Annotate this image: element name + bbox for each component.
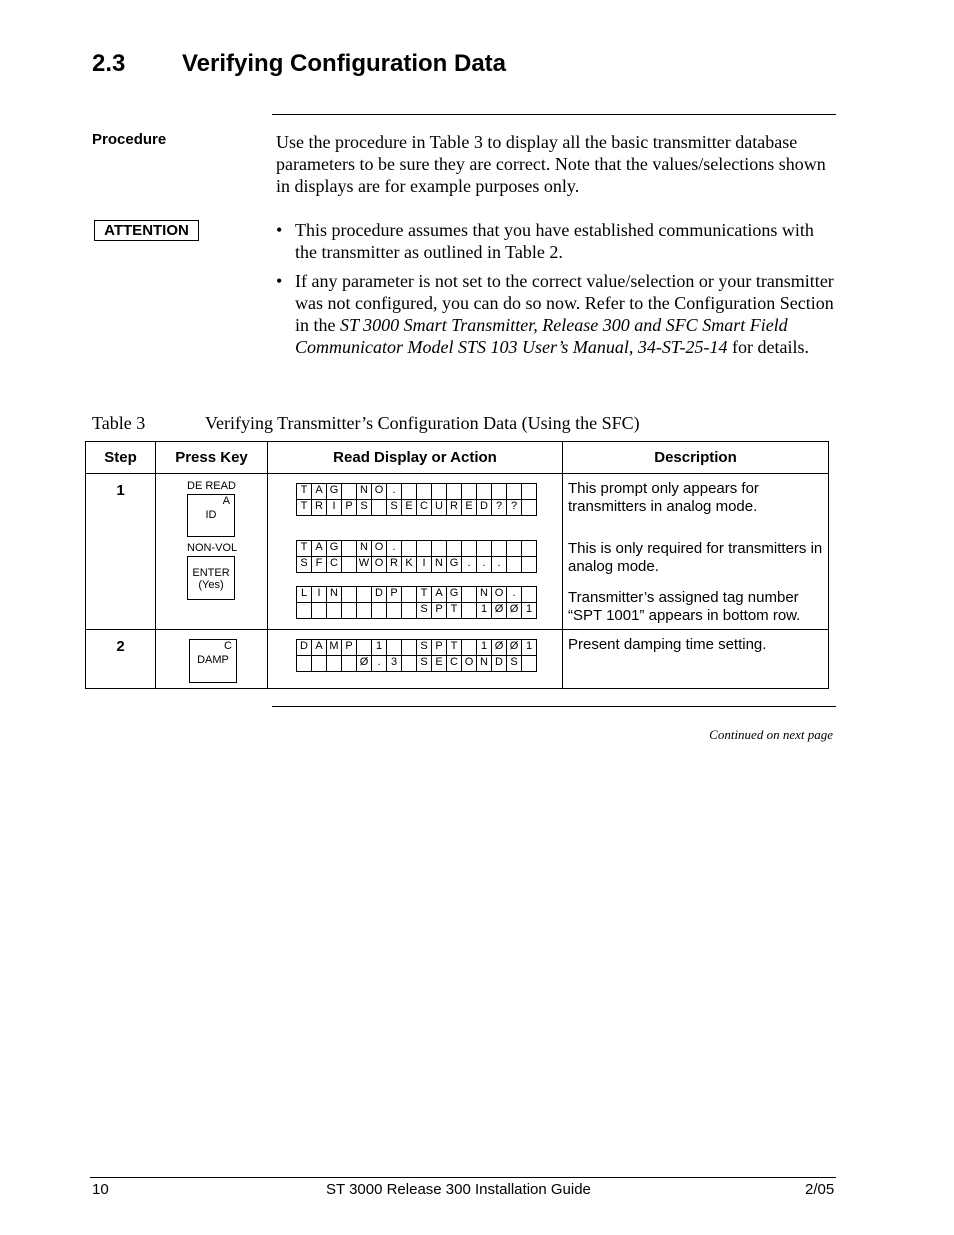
lcd-char: .	[492, 557, 507, 573]
description-text: Present damping time setting.	[568, 636, 767, 653]
lcd-char: T	[297, 484, 312, 500]
procedure-label: Procedure	[92, 131, 167, 148]
lcd-display	[296, 586, 537, 619]
lcd-row	[297, 587, 537, 603]
table-title: Verifying Transmitter’s Configuration Data (Using the SFC)	[205, 413, 640, 433]
lcd-char: Ø	[357, 656, 372, 672]
bullet-icon: •	[276, 220, 283, 240]
lcd-char	[402, 640, 417, 656]
key-label: ID	[205, 509, 217, 521]
lcd-char: 1	[522, 603, 537, 619]
lcd-char	[522, 656, 537, 672]
lcd-char: ?	[492, 500, 507, 516]
step-cell	[86, 630, 156, 689]
lcd-char: C	[447, 656, 462, 672]
damp-key	[189, 639, 237, 683]
lcd-char: N	[327, 587, 342, 603]
key-letter: C	[224, 640, 232, 652]
lcd-char: A	[312, 640, 327, 656]
attention-bullet-1: • This procedure assumes that you have established communications with the transmitter as outlined in Table 2.	[276, 220, 814, 262]
lcd-char	[522, 541, 537, 557]
lcd-char: 3	[387, 656, 402, 672]
description-cell	[563, 630, 829, 689]
lcd-char: O	[372, 557, 387, 573]
header-read-display: Read Display or Action	[268, 442, 563, 474]
lcd-char	[387, 640, 402, 656]
read-display-cell	[268, 474, 563, 630]
lcd-char: D	[297, 640, 312, 656]
lcd-char	[402, 603, 417, 619]
lcd-char: I	[327, 500, 342, 516]
key-label: ENTER	[192, 567, 230, 579]
footer-date: 2/05	[805, 1181, 835, 1198]
attention-label: ATTENTION	[94, 220, 199, 241]
lcd-char: S	[507, 656, 522, 672]
lcd-char	[342, 541, 357, 557]
lcd-char: S	[387, 500, 402, 516]
lcd-char	[402, 484, 417, 500]
lcd-char	[417, 541, 432, 557]
lcd-char	[417, 484, 432, 500]
lcd-char	[432, 541, 447, 557]
lcd-char: S	[417, 656, 432, 672]
lcd-char: R	[387, 557, 402, 573]
lcd-char: G	[327, 484, 342, 500]
lcd-char: N	[477, 656, 492, 672]
section-number: 2.3	[92, 50, 126, 77]
bullet-icon: •	[276, 271, 283, 291]
lcd-char: P	[342, 500, 357, 516]
continued-note: Continued on next page	[709, 727, 833, 742]
key-caption: DE READ	[187, 480, 236, 492]
lcd-char: P	[387, 587, 402, 603]
lcd-char	[327, 603, 342, 619]
lcd-char	[312, 603, 327, 619]
read-display-cell	[268, 630, 563, 689]
lcd-char	[297, 603, 312, 619]
lcd-char: T	[447, 603, 462, 619]
attention-bullets	[276, 219, 836, 365]
lcd-row	[297, 557, 537, 573]
lcd-char	[372, 603, 387, 619]
lcd-char	[447, 484, 462, 500]
lcd-char: T	[447, 640, 462, 656]
enter-key	[187, 556, 235, 600]
lcd-char: P	[432, 603, 447, 619]
description-text: This prompt only appears for transmitters in analog mode.	[568, 480, 759, 515]
lcd-char: S	[357, 500, 372, 516]
section-title: Verifying Configuration Data	[182, 50, 507, 77]
step-number: 2	[116, 638, 125, 655]
lcd-char	[522, 557, 537, 573]
lcd-char: 1	[372, 640, 387, 656]
lcd-char: I	[417, 557, 432, 573]
lcd-char: S	[417, 640, 432, 656]
lcd-char: N	[432, 557, 447, 573]
lcd-char: C	[327, 557, 342, 573]
lcd-char	[492, 541, 507, 557]
lcd-char: N	[477, 587, 492, 603]
table-row	[86, 630, 829, 689]
lcd-char	[477, 484, 492, 500]
table-number: Table 3	[92, 413, 146, 433]
lcd-char: G	[447, 557, 462, 573]
section-heading	[92, 50, 506, 78]
lcd-char	[477, 541, 492, 557]
lcd-char: Ø	[507, 640, 522, 656]
lcd-char: R	[447, 500, 462, 516]
lcd-char	[342, 557, 357, 573]
press-key-cell	[156, 474, 268, 630]
lcd-char: O	[372, 484, 387, 500]
lcd-char: E	[402, 500, 417, 516]
header-step: Step	[86, 442, 156, 474]
procedure-text: Use the procedure in Table 3 to display all the basic transmitter database parameters to be sure they are correct. Note that the values/selections shown in displays are for example purposes only.	[276, 132, 826, 196]
lcd-char: E	[432, 656, 447, 672]
lcd-char: 1	[477, 640, 492, 656]
header-description: Description	[563, 442, 829, 474]
lcd-char	[432, 484, 447, 500]
lcd-char: Ø	[507, 603, 522, 619]
footer-rule	[90, 1177, 836, 1178]
lcd-char: O	[462, 656, 477, 672]
description-cell	[563, 474, 829, 630]
lcd-char: G	[447, 587, 462, 603]
lcd-char: .	[507, 587, 522, 603]
lcd-char: S	[297, 557, 312, 573]
lcd-char: O	[372, 541, 387, 557]
lcd-row	[297, 541, 537, 557]
lcd-char: .	[477, 557, 492, 573]
table-header-row	[86, 442, 829, 474]
lcd-row	[297, 484, 537, 500]
top-rule	[272, 114, 836, 115]
lcd-char: T	[297, 541, 312, 557]
lcd-char	[522, 500, 537, 516]
lcd-char	[357, 640, 372, 656]
lcd-row	[297, 500, 537, 516]
configuration-table	[85, 441, 829, 689]
lcd-char: D	[492, 656, 507, 672]
lcd-display	[296, 540, 537, 573]
lcd-char: L	[297, 587, 312, 603]
lcd-char: R	[312, 500, 327, 516]
attention-bullet-2: • If any parameter is not set to the correct value/selection or your transmitter was not configured, you can do so now. Refer to the Configuration Section in the ST 3000 Smart Transmitter, Release 300 and SFC Smart Field Communicator Model STS 103 User’s Manual, 34-ST-25-14 for details.	[276, 271, 834, 357]
lcd-char: ?	[507, 500, 522, 516]
lcd-char: Ø	[492, 603, 507, 619]
lcd-char	[522, 587, 537, 603]
lcd-char: O	[492, 587, 507, 603]
description-text: Transmitter’s assigned tag number “SPT 1001” appears in bottom row.	[568, 589, 801, 624]
lcd-char: .	[387, 484, 402, 500]
lcd-char: S	[417, 603, 432, 619]
lcd-char: P	[432, 640, 447, 656]
table-row	[86, 474, 829, 630]
lcd-char: D	[477, 500, 492, 516]
header-press-key: Press Key	[156, 442, 268, 474]
lcd-char	[387, 603, 402, 619]
lcd-char: A	[312, 484, 327, 500]
lcd-char: K	[402, 557, 417, 573]
lcd-row	[297, 640, 537, 656]
step-cell	[86, 474, 156, 630]
lcd-char: A	[432, 587, 447, 603]
press-key-cell	[156, 630, 268, 689]
lcd-char	[507, 541, 522, 557]
lcd-char: W	[357, 557, 372, 573]
table-caption	[92, 413, 640, 434]
lcd-char	[357, 603, 372, 619]
lcd-char	[342, 656, 357, 672]
lcd-char	[522, 484, 537, 500]
lcd-char	[462, 640, 477, 656]
lcd-char	[447, 541, 462, 557]
lcd-display	[296, 639, 537, 672]
lcd-char	[462, 484, 477, 500]
lcd-char	[297, 656, 312, 672]
lcd-char: E	[462, 500, 477, 516]
lcd-char: U	[432, 500, 447, 516]
lcd-display	[296, 483, 537, 516]
bottom-rule	[272, 706, 836, 707]
lcd-char	[462, 541, 477, 557]
key-letter: A	[222, 495, 230, 507]
id-key	[187, 494, 235, 537]
lcd-char	[402, 656, 417, 672]
lcd-char: N	[357, 541, 372, 557]
lcd-char: A	[312, 541, 327, 557]
lcd-char: P	[342, 640, 357, 656]
lcd-char	[342, 484, 357, 500]
lcd-char: .	[372, 656, 387, 672]
lcd-char: M	[327, 640, 342, 656]
lcd-char	[462, 603, 477, 619]
lcd-char: .	[462, 557, 477, 573]
lcd-char: 1	[477, 603, 492, 619]
footer-title: ST 3000 Release 300 Installation Guide	[326, 1181, 591, 1198]
step-number: 1	[116, 482, 125, 499]
lcd-char	[507, 484, 522, 500]
lcd-char: C	[417, 500, 432, 516]
lcd-char	[342, 603, 357, 619]
lcd-char	[357, 587, 372, 603]
lcd-char: 1	[522, 640, 537, 656]
lcd-row	[297, 603, 537, 619]
lcd-char	[372, 500, 387, 516]
lcd-char: T	[297, 500, 312, 516]
description-text: This is only required for transmitters in analog mode.	[568, 540, 823, 575]
key-label: DAMP	[197, 654, 229, 666]
lcd-row	[297, 656, 537, 672]
manual-reference: ST 3000 Smart Transmitter, Release 300 and SFC Smart Field Communicator Model STS 103 User’s Manual, 34-ST-25-14	[295, 315, 788, 357]
key-label-sub: (Yes)	[198, 579, 224, 591]
lcd-char	[492, 484, 507, 500]
key-caption: NON-VOL	[187, 542, 238, 554]
lcd-char: T	[417, 587, 432, 603]
lcd-char: I	[312, 587, 327, 603]
lcd-char	[402, 541, 417, 557]
lcd-char: N	[357, 484, 372, 500]
lcd-char: F	[312, 557, 327, 573]
lcd-char	[462, 587, 477, 603]
lcd-char	[312, 656, 327, 672]
lcd-char	[342, 587, 357, 603]
lcd-char: G	[327, 541, 342, 557]
lcd-char: Ø	[492, 640, 507, 656]
footer-page-number: 10	[92, 1181, 109, 1198]
lcd-char	[327, 656, 342, 672]
lcd-char	[507, 557, 522, 573]
lcd-char: D	[372, 587, 387, 603]
lcd-char: .	[387, 541, 402, 557]
lcd-char	[402, 587, 417, 603]
